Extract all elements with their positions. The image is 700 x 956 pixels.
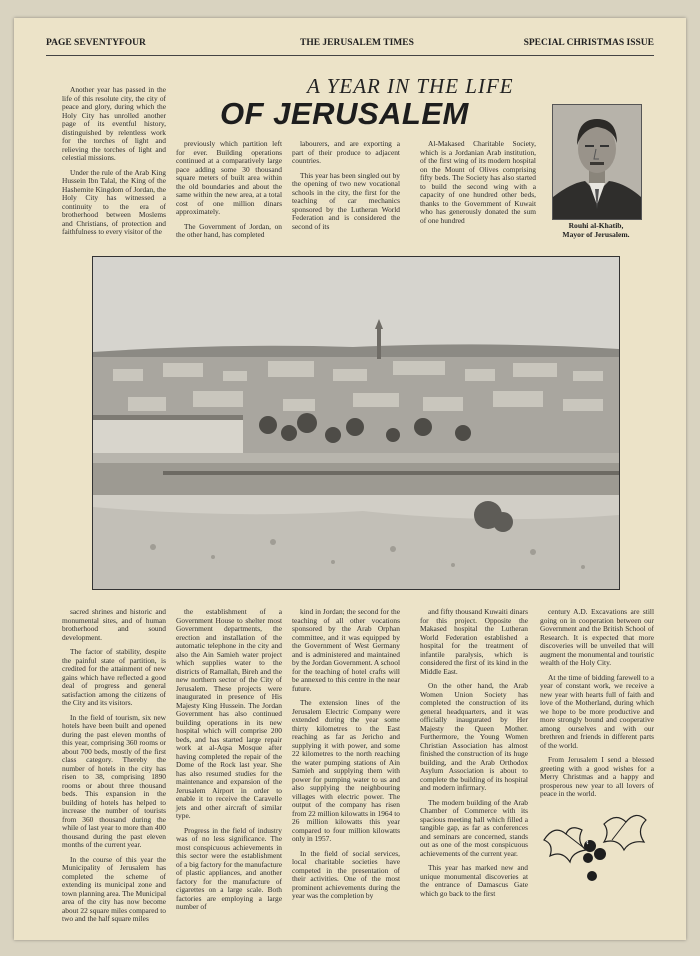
caption-title: Mayor of Jerusalem.: [562, 230, 630, 239]
paragraph: century A.D. Excavations are still going on in cooperation between our Government and the British School of Research. It is expected that more discoveries will be unveiled that will augment the monumental and touristic wealth of the Holy City.: [540, 607, 654, 667]
portrait-caption: [548, 221, 644, 239]
top-column-1: [62, 86, 166, 243]
bottom-column-5: [540, 608, 654, 805]
bottom-column-2: [176, 608, 282, 918]
top-column-3: [292, 140, 400, 237]
paragraph: This year has marked new and unique monumental discoveries at the entrance of Damascus Gate which go back to the first: [420, 863, 528, 898]
bottom-column-4: [420, 608, 528, 904]
article-headline: OF JERUSALEM: [220, 96, 469, 131]
paragraph: In the field of social services, local charitable societies have competed in the presentation of their activities. One of the most prominent achievements during the year was the completion by: [292, 848, 400, 900]
paragraph: Under the rule of the Arab King Hussein Ibn Talal, the King of the Hashemite Kingdom of Jordan, the Holy City has witnessed a continuity to the era of brotherhood between Moslems and Christians, of protection and faithfulness to every visitor of the: [62, 167, 166, 236]
bottom-column-3: [292, 608, 400, 907]
newspaper-name: THE JERUSALEM TIMES: [300, 38, 414, 48]
mayor-portrait: [552, 104, 642, 220]
paragraph: Progress in the field of industry was of no less significance. The most conspicuous achievements in this sector were the establishment of a big factory for the manufacture of plastic appliances, and another factory for the manufacture of cigarettes on a large scale. Both factories are employing a large number of: [176, 825, 282, 911]
paragraph: labourers, and are exporting a part of their produce to adjacent countries.: [292, 139, 400, 165]
paragraph: previously which partition left for ever. Building operations continued at a comparatively large pace adding some 30 thousand square meters of built area within the old boundaries and about the same within the new area, at a total cost of one million dinars approximately.: [176, 139, 282, 216]
paragraph: Another year has passed in the life of this resolute city, the city of peace and glory, during which the Holy City has unrolled another page of its eventful history, distinguished by relentless work for the torches of light and relieving the torches of light and celestial missions.: [62, 85, 166, 162]
paragraph: Al-Makased Charitable Society, which is a Jordanian Arab institution, of the first wing of its modern hospital on the Mount of Olives comprising fifty beds. The Society has also started to build the second wing with a capacity of one hundred other beds, thanks to the Government of Kuwait who has generously donated the sum of one hundred: [420, 139, 536, 225]
top-column-4: [420, 140, 536, 231]
page-header: [46, 38, 654, 52]
paragraph: and fifty thousand Kuwaiti dinars for this project. Opposite the Makased hospital the Lutheran World Federation established a hospital for the treatment of infantile paralysis, which is considered the first of its kind in the Middle East.: [420, 607, 528, 676]
paragraph: The extension lines of the Jerusalem Electric Company were extended during the year some thirty kilometres to the East reaching as far as Jericho and supplying it with power, and some 22 kilometres to the north reaching the water pumping stations of Ain Samieh and supplying them with power for pumping water to us and also supplying the neighbouring villages with electric power. The output of the company has risen from 22 million kilowatts in 1964 to 26 million kilowatts this year compared to four million kilowatts only in 1957.: [292, 698, 400, 843]
caption-name: Rouhi al-Khatib,: [568, 221, 624, 230]
paragraph: In the course of this year the Municipality of Jerusalem has completed the scheme of extending its municipal zone and town planning area. The Municipal area of the city has now become about 22 square miles compared to two and the half square miles: [62, 854, 166, 923]
paragraph: kind in Jordan; the second for the teaching of all other vocations sponsored by the Arab Orphan committee, and it was equipped by the Government of West Germany and is administered and maintained by the Jordan Government. A school for the teaching of hotel crafts will be annexed to this centre in the near future.: [292, 607, 400, 693]
bottom-column-1: [62, 608, 166, 930]
paragraph: From Jerusalem I send a blessed greeting with a good wishes for a Merry Christmas and a happy and prosperous new year to all lovers of peace in the world.: [540, 755, 654, 798]
paragraph: the establishment of a Government House to shelter most Government departments, the erection and installation of the automatic telephone in the city and also the Ain Samieh water project which supplies water to the districts of Ramallah, Bireh and the new northern sector of the City of Jerusalem. These projects were inaugurated in presence of His Majesty King Hussein. The Jordan Government has also continued building operations in its new hospital which will comprise 200 beds, and has started large repair work at al-Aqsa Mosque after having completed the repair of the Dome of the Rock last year. She has also resumed studies for the maintenance and expansion of the Jerusalem Airport in order to enable it to receive the Caravelle jets and other aircraft of similar type.: [176, 607, 282, 820]
paragraph: sacred shrines and historic and monumental sites, and of human brotherhood and sound development.: [62, 607, 166, 642]
paragraph: The modern building of the Arab Chamber of Commerce with its spacious meeting hall which filled a tangible gap, as far as conferences and seminars are concerned, stands out as one of the most conspicuous achievements of the current year.: [420, 797, 528, 858]
header-rule: [46, 55, 654, 56]
paragraph: This year has been singled out by the opening of two new vocational schools in the city, the first for the teaching of car mechanics sponsored by the Lutheran World Federation and is considered the second of its: [292, 170, 400, 231]
paragraph: On the other hand, the Arab Women Union Society has completed the construction of its general headquarters, and it was officially inaugurated by Her Majesty the Queen Mother. Furthermore, the Young Women Christian Association has almost finished the construction of its huge building, and the Arab Orthodox Asylum Association is about to complete the building of its hospital and modern infirmary.: [420, 681, 528, 792]
issue-label: SPECIAL CHRISTMAS ISSUE: [523, 38, 654, 48]
paragraph: At the time of bidding farewell to a year of constant work, we receive a new year with hearts full of faith and love of the Motherland, during which we hope to be more productive and more strongly bound and cooperative among ourselves and with our brethren and friends in different parts of the world.: [540, 672, 654, 750]
paragraph: In the field of tourism, six new hotels have been built and opened during the past eleven months of this year, comprising 360 rooms or about 700 beds, mostly of the first class category. Thereby the number of hotels in the city has risen to 38, comprising 1890 rooms or about three thousand beds. This expansion in the building of hotels has helped to increase the number of tourists from 360 thousand during the while of last year to more than 400 thousand during the past eleven months of the current year.: [62, 712, 166, 849]
jerusalem-panorama-photo: [92, 256, 620, 590]
page-number-label: PAGE SEVENTYFOUR: [46, 38, 146, 48]
paragraph: The Government of Jordan, on the other hand, has completed: [176, 221, 282, 239]
holly-icon: [536, 794, 654, 894]
article-kicker: A YEAR IN THE LIFE: [307, 74, 514, 98]
portrait-image: [553, 105, 641, 219]
top-column-2: [176, 140, 282, 246]
paragraph: The factor of stability, despite the painful state of partition, is credited for the attainment of new gains which have reflected a good deal of progress and general satisfaction among the citizens of the City and its visitors.: [62, 647, 166, 707]
panorama-image: [93, 257, 619, 589]
